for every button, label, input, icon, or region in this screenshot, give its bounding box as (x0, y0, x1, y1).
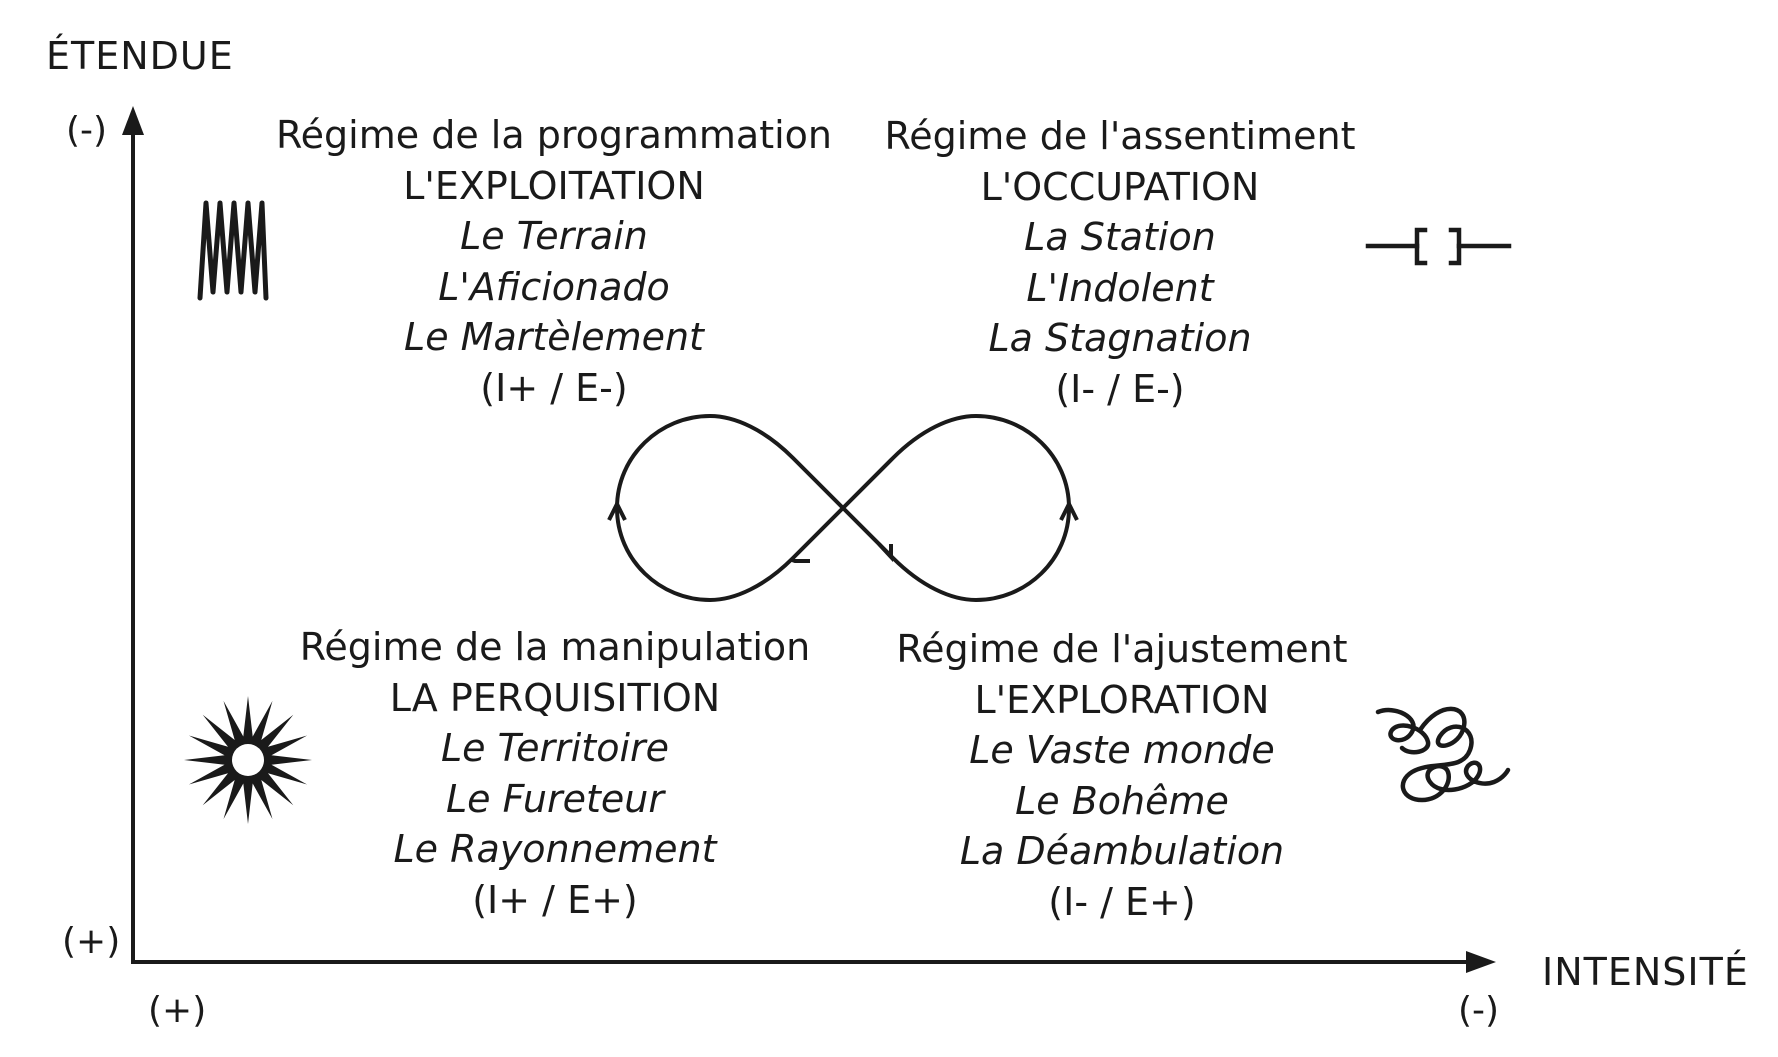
y-axis-title: ÉTENDUE (46, 34, 234, 78)
movement-label: Le Martèlement (404, 315, 704, 359)
x-axis-right-sign: (-) (1458, 990, 1500, 1031)
x-axis-title: INTENSITÉ (1542, 950, 1749, 994)
x-axis-arrowhead (1466, 951, 1496, 973)
movement-label: Le Rayonnement (393, 827, 717, 871)
figure-label: L'Indolent (1026, 265, 1214, 310)
place-label: La Station (1024, 215, 1216, 259)
mode-label: L'OCCUPATION (980, 164, 1260, 209)
figure-label: L'Aficionado (438, 264, 670, 309)
place-label: Le Vaste monde (969, 728, 1275, 772)
movement-label: La Déambulation (959, 829, 1285, 873)
place-label: Le Terrain (460, 214, 648, 258)
quadrant-bottom-right (812, 624, 1432, 927)
y-axis-bottom-sign: (+) (62, 921, 121, 962)
quadrant-top-left (244, 110, 864, 413)
x-axis-left-sign: (+) (148, 990, 207, 1031)
infinity-loop-icon (609, 416, 1077, 600)
quadrant-bottom-left (245, 622, 865, 925)
y-axis-arrowhead (122, 106, 144, 135)
mode-label: L'EXPLORATION (974, 677, 1270, 722)
figure-label: Le Fureteur (445, 776, 665, 821)
quadrant-top-right (810, 111, 1430, 414)
regime-title: Régime de la programmation (275, 113, 833, 157)
mode-label: LA PERQUISITION (389, 675, 721, 720)
y-axis-top-sign: (-) (66, 110, 108, 151)
movement-label: La Stagnation (988, 316, 1252, 360)
code-label: (I- / E-) (1055, 366, 1185, 411)
regime-title: Régime de l'assentiment (884, 114, 1356, 158)
code-label: (I+ / E-) (480, 365, 628, 410)
code-label: (I+ / E+) (472, 877, 638, 922)
place-label: Le Territoire (440, 726, 670, 770)
code-label: (I- / E+) (1048, 879, 1196, 924)
figure-label: Le Bohême (1015, 778, 1229, 823)
regime-title: Régime de l'ajustement (896, 627, 1348, 671)
regime-title: Régime de la manipulation (299, 625, 811, 669)
mode-label: L'EXPLOITATION (403, 163, 705, 208)
